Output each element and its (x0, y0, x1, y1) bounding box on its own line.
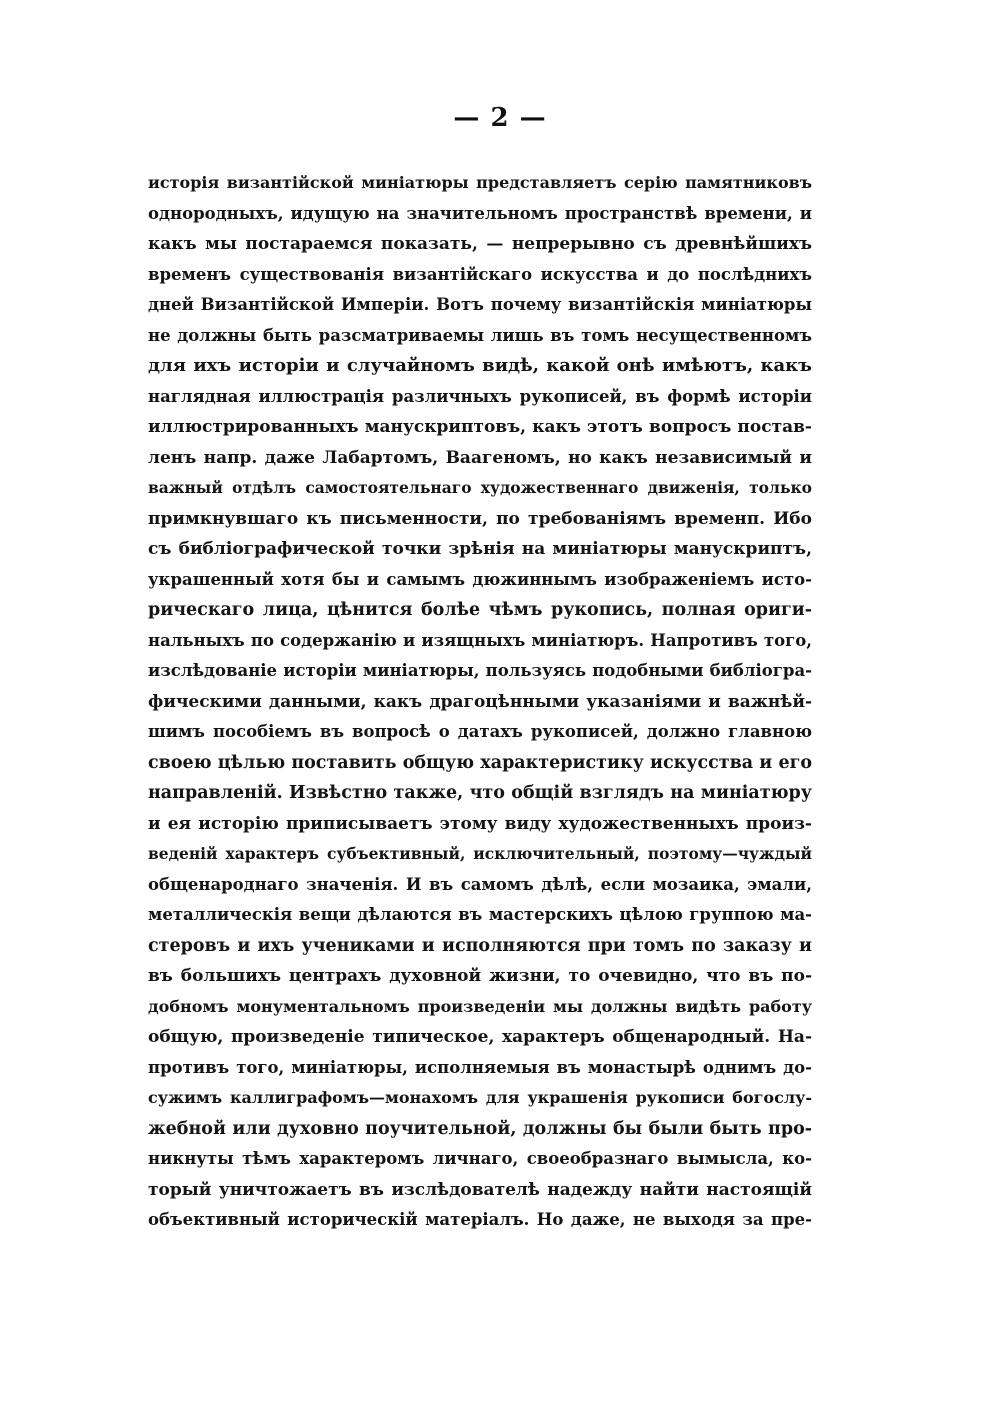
text-line: для ихъ исторіи и случайномъ видѣ, какой онѣ имѣютъ, какъ (148, 355, 812, 376)
text-line: примкнувшаго къ письменности, по требованіямъ временп. Ибо (148, 508, 812, 529)
text-line: исторія византійской миніатюры представляетъ серію памятниковъ (148, 173, 812, 192)
text-line: сужимъ каллиграфомъ—монахомъ для украшенія рукописи богослу- (148, 1088, 812, 1107)
text-line: направленій. Извѣстно также, что общій взглядъ на миніатюру (148, 783, 812, 803)
text-line: веденій характеръ субъективный, исключительный, поэтому—чуждый (148, 844, 812, 863)
text-line: важный отдѣлъ самостоятельнаго художественнаго движенія, только (148, 478, 812, 497)
text-line: наглядная иллюстрація различныхъ рукописей, въ формѣ исторіи (148, 386, 812, 406)
text-line: никнуты тѣмъ характеромъ личнаго, своеобразнаго вымысла, ко- (148, 1149, 812, 1168)
text-line: рическаго лица, цѣнится болѣе чѣмъ рукопись, полная ориги- (148, 600, 812, 620)
text-line: какъ мы постараемся показать, — непрерывно съ древнѣйшихъ (148, 234, 812, 254)
text-line: добномъ монументальномъ произведеніи мы должны видѣть работу (148, 996, 812, 1016)
text-line: въ большихъ центрахъ духовной жизни, то очевидно, что въ по- (148, 966, 812, 986)
text-line: украшенный хотя бы и самымъ дюжиннымъ изображеніемъ исто- (148, 569, 812, 589)
text-line: дней Византійской Имперіи. Вотъ почему византійскія миніатюры (148, 295, 812, 314)
text-line: и ея исторію приписываетъ этому виду художественныхъ произ- (148, 813, 812, 834)
text-line: общую, произведеніе типическое, характеръ общенародный. На- (148, 1027, 812, 1047)
text-line: жебной или духовно поучительной, должны бы были быть про- (148, 1118, 812, 1139)
text-line: противъ того, миніатюры, исполняемыя въ монастырѣ однимъ до- (148, 1057, 812, 1077)
text-line: изслѣдованіе исторіи миніатюры, пользуясь подобными библіогра- (148, 661, 812, 680)
text-line: шимъ пособіемъ въ вопросѣ о датахъ рукописей, должно главною (148, 722, 812, 741)
text-line: металлическія вещи дѣлаются въ мастерскихъ цѣлою группою ма- (148, 905, 812, 924)
text-line: временъ существованія византійскаго искусства и до послѣднихъ (148, 264, 812, 284)
text-line: объективный историческій матеріалъ. Но даже, не выходя за пре- (148, 1210, 812, 1229)
text-line: иллюстрированныхъ манускриптовъ, какъ этотъ вопросъ постав- (148, 417, 812, 437)
text-line: не должны быть разсматриваемы лишь въ томъ несущественномъ (148, 325, 812, 345)
text-line: фическими данными, какъ драгоцѣнными указаніями и важнѣй- (148, 691, 812, 712)
page-number: — 2 — (453, 103, 547, 133)
body-text (148, 168, 812, 1236)
text-line: съ библіографической точки зрѣнія на миніатюры манускриптъ, (148, 539, 812, 559)
text-line: однородныхъ, идущую на значительномъ пространствѣ времени, и (148, 203, 812, 223)
text-line: нальныхъ по содержанію и изящныхъ миніатюръ. Напротивъ того, (148, 630, 812, 650)
text-line: ленъ напр. даже Лабартомъ, Ваагеномъ, но какъ независимый и (148, 447, 812, 468)
text-line: стеровъ и ихъ учениками и исполняются при томъ по заказу и (148, 935, 812, 956)
text-line: общенароднаго значенія. И въ самомъ дѣлѣ, если мозаика, эмали, (148, 874, 812, 894)
text-line: своею цѣлью поставить общую характеристику искусства и его (148, 752, 812, 773)
text-line: торый уничтожаетъ въ изслѣдователѣ надежду найти настоящій (148, 1179, 812, 1200)
